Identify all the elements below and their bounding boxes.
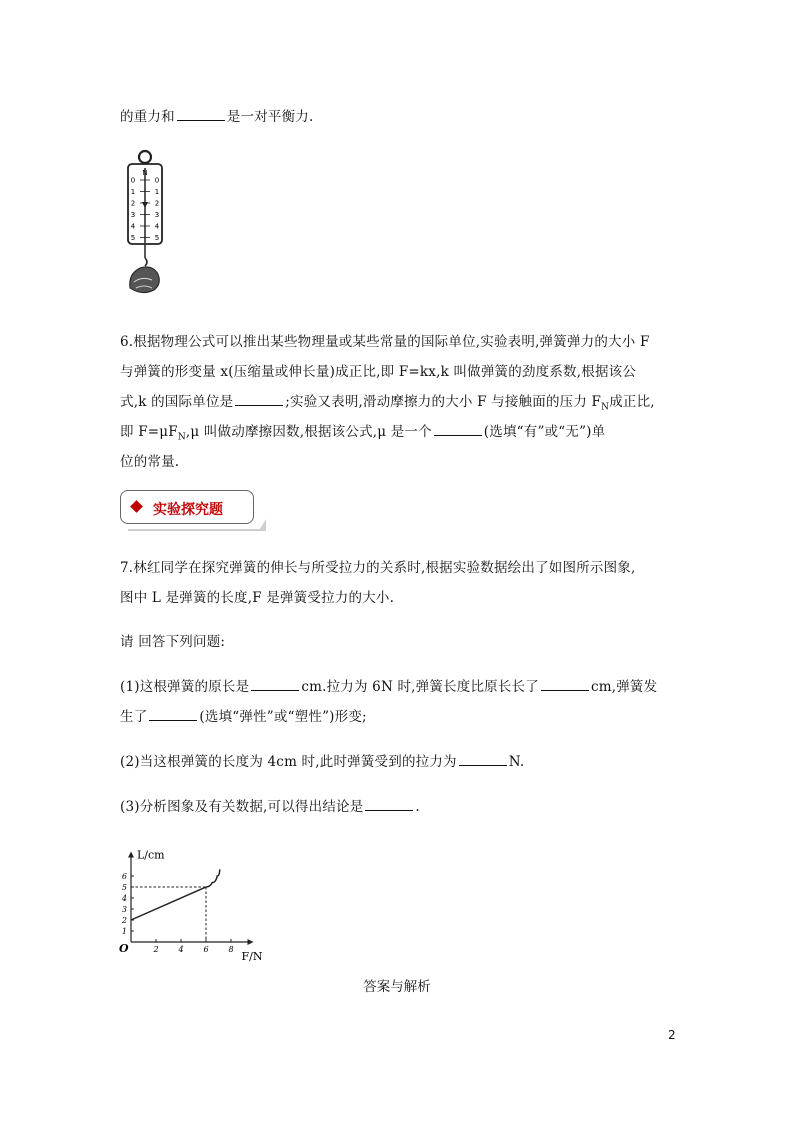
y-axis-label: L/cm xyxy=(137,848,165,862)
badge-shadow-decoration xyxy=(128,519,268,531)
q6-line-3 xyxy=(120,390,655,413)
q7-p3-b: . xyxy=(415,799,420,815)
q7-part-3 xyxy=(120,795,420,815)
answer-blank xyxy=(251,678,299,691)
q7-p1-d: 生了 xyxy=(120,709,148,725)
scale-tick-label-left: 5 xyxy=(130,234,136,242)
scale-tick-label-left: 4 xyxy=(130,222,136,231)
scale-tick-label-left: 3 xyxy=(130,211,136,219)
answer-blank xyxy=(149,708,197,721)
x-axis-label: F/N xyxy=(241,950,263,962)
answer-blank xyxy=(541,678,589,691)
origin-label: O xyxy=(119,942,129,955)
y-tick-label: 1 xyxy=(121,927,127,936)
scale-tick-label-right: 0 xyxy=(154,176,160,185)
scale-tick-label-right: 4 xyxy=(154,222,160,231)
q6-line-1: 6.根据物理公式可以推出某些物理量或某些常量的国际单位,实验表明,弹簧弹力的大小 F xyxy=(120,334,650,350)
q7-line-2: 图中 L 是弹簧的长度,F 是弹簧受拉力的大小. xyxy=(120,590,395,606)
q6-line-3-after: ;实验又表明,滑动摩擦力的大小 F 与接触面的压力 F xyxy=(285,394,602,410)
y-tick-label: 3 xyxy=(121,905,127,914)
scale-tick-label-right: 1 xyxy=(154,188,160,196)
q7-p1-e: (选填“弹性”或“塑性”)形变; xyxy=(199,709,367,725)
answer-blank xyxy=(434,423,482,436)
q6-line-4-a: 即 F=μF xyxy=(120,424,178,440)
answer-blank xyxy=(235,393,283,406)
q6-line-5: 位的常量. xyxy=(120,454,180,470)
q6-line-4-c: (选填“有”或“无”)单 xyxy=(483,424,606,440)
q6-line-3-end: 成正比, xyxy=(609,394,655,410)
scale-tick-label-right: 3 xyxy=(154,211,160,219)
x-tick-label: 2 xyxy=(153,945,159,954)
q6-line-4 xyxy=(120,420,605,443)
q7-p1-c: cm,弹簧发 xyxy=(590,679,658,695)
q6-line-3-before: 式,k 的国际单位是 xyxy=(120,394,234,410)
q6-line-4-b: ,μ 叫做动摩擦因数,根据该公式,μ 是一个 xyxy=(185,424,432,440)
spring-scale-figure xyxy=(120,148,170,298)
spring-length-chart xyxy=(115,832,275,962)
y-tick-label: 6 xyxy=(121,872,127,881)
y-tick-label: 4 xyxy=(121,894,127,903)
y-tick-label: 2 xyxy=(121,916,127,925)
q7-p2-a: (2)当这根弹簧的长度为 4cm 时,此时弹簧受到的拉力为 xyxy=(120,754,457,770)
q7-p2-b: N. xyxy=(508,754,525,770)
scale-tick-label-left: 1 xyxy=(130,188,136,196)
answer-section-title: 答案与解析 xyxy=(363,979,431,995)
q6-line-3-sub: N xyxy=(601,402,610,413)
x-axis-arrow xyxy=(248,939,254,945)
q7-p1-a: (1)这根弹簧的原长是 xyxy=(120,679,250,695)
x-tick-label: 6 xyxy=(203,945,209,954)
scale-tick-label-left: 2 xyxy=(130,199,136,208)
y-axis-arrow xyxy=(128,852,134,858)
q5-tail-after: 是一对平衡力. xyxy=(226,109,314,125)
q5-tail-before: 的重力和 xyxy=(120,109,175,125)
scale-tick-label-right: 5 xyxy=(154,234,160,242)
q7-p1-b: cm.拉力为 6N 时,弹簧长度比原长长了 xyxy=(301,679,539,695)
x-tick-label: 4 xyxy=(178,945,184,954)
q7-line-1: 7.林红同学在探究弹簧的伸长与所受拉力的关系时,根据实验数据绘出了如图所示图象, xyxy=(120,560,636,576)
q5-tail-line xyxy=(120,105,314,125)
q7-part-1-line-2 xyxy=(120,705,367,725)
q6-line-2: 与弹簧的形变量 x(压缩量或伸长量)成正比,即 F=kx,k 叫做弹簧的劲度系数,根据该公 xyxy=(120,364,637,380)
answer-blank xyxy=(177,108,225,121)
q7-part-1-line-1 xyxy=(120,675,657,695)
q7-p3-a: (3)分析图象及有关数据,可以得出结论是 xyxy=(120,799,364,815)
series-line-2 xyxy=(206,869,220,887)
page-number: 2 xyxy=(668,1028,676,1042)
scale-tick-label-right: 2 xyxy=(154,199,160,208)
x-tick-label: 8 xyxy=(228,945,234,954)
scale-tick-label-left: 0 xyxy=(130,176,136,185)
q7-part-2 xyxy=(120,750,524,770)
q7-line-3: 请 回答下列问题: xyxy=(120,634,226,650)
scale-unit-label: N xyxy=(142,169,148,177)
answer-blank xyxy=(365,798,413,811)
y-tick-label: 5 xyxy=(121,883,127,892)
series-line-1 xyxy=(131,887,206,920)
section-title: 实验探究题 xyxy=(153,502,223,518)
diamond-icon xyxy=(130,500,143,513)
q6-line-4-sub: N xyxy=(177,432,186,443)
answer-blank xyxy=(459,753,507,766)
